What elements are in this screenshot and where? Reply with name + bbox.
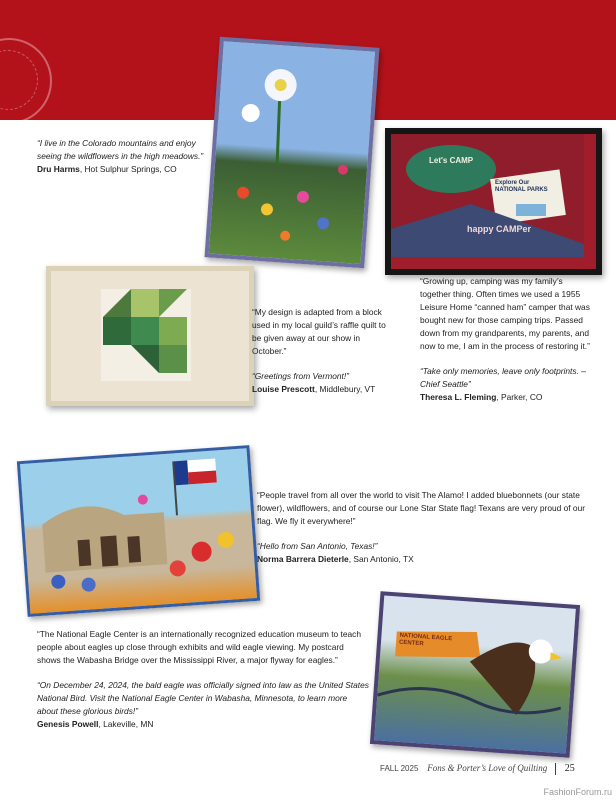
entry-name: Theresa L. Fleming (420, 392, 497, 402)
entry-louise-prescott (252, 306, 392, 396)
national-parks-text: Explore Our NATIONAL PARKS (495, 180, 548, 193)
quilt-image-alamo (17, 445, 260, 617)
entry-message: “Greetings from Vermont!” (252, 371, 349, 381)
entry-dru-harms (37, 137, 215, 176)
entry-quote: “My design is adapted from a block used in my local guild’s raffle quilt to be given away at our show in October.” (252, 307, 386, 356)
maple-leaf-block (51, 271, 239, 391)
eagle-center-text: NATIONAL EAGLE CENTER (398, 632, 453, 648)
entry-quote: “People travel from all over the world to visit The Alamo! I added bluebonnets (our state flower), wildflowers, and of course our Lone Star State flag! Texans are very proud of our flag. We fly it everywhere!” (257, 490, 586, 526)
footer-magazine: Fons & Porter’s Love of Quilting (427, 763, 548, 774)
quilt-image-wildflowers (204, 37, 379, 269)
happy-camper-text: happy CAMPer (467, 224, 532, 234)
entry-message: “Hello from San Antonio, Texas!” (257, 541, 378, 551)
quilt-image-maple-leaf (46, 266, 254, 406)
entry-location: , Middlebury, VT (314, 384, 376, 394)
watermark: FashionForum.ru (543, 787, 612, 797)
alamo-illustration (20, 449, 251, 608)
entry-name: Genesis Powell (37, 719, 99, 729)
entry-location: , Parker, CO (496, 392, 543, 402)
quilt-image-camping (385, 128, 602, 275)
entry-name: Louise Prescott (252, 384, 315, 394)
entry-theresa-fleming (420, 275, 595, 404)
entry-message: “Take only memories, leave only footprints. –Chief Seattle” (420, 366, 586, 389)
entry-name: Norma Barrera Dieterle (257, 554, 349, 564)
entry-location: , Hot Sulphur Springs, CO (79, 164, 177, 174)
entry-norma-dieterle (257, 489, 592, 566)
entry-quote: “I live in the Colorado mountains and enjoy seeing the wildflowers in the high meadows.” (37, 138, 204, 161)
entry-quote: “Growing up, camping was my family’s together thing. Often times we used a 1955 Leisure Home “canned ham” camper that was bought new for those camping trips. Passed down from my grandparents, my parents, and now to me, I am in the process of restoring it.” (420, 276, 590, 351)
entry-message: “On December 24, 2024, the bald eagle was officially signed into law as the United States National Bird. Visit the National Eagle Center in Wabasha, Minnesota, to learn more about these glorious birds!” (37, 680, 369, 716)
entry-genesis-powell (37, 628, 369, 731)
quilt-image-eagle (370, 591, 580, 758)
entry-location: , Lakeville, MN (98, 719, 154, 729)
entry-name: Dru Harms (37, 164, 80, 174)
entry-location: , San Antonio, TX (348, 554, 414, 564)
page-footer (380, 763, 575, 775)
camp-text: Let's CAMP (429, 156, 474, 165)
eagle-illustration (375, 595, 568, 745)
footer-divider (555, 763, 556, 775)
camping-illustration (391, 134, 584, 257)
wildflower-illustration (209, 41, 375, 264)
footer-season: FALL 2025 (380, 764, 419, 774)
page-number: 25 (564, 763, 575, 775)
entry-quote: “The National Eagle Center is an internationally recognized education museum to teach people about eagles up close through exhibits and wild eagle viewing. My postcard shows the Wabasha Bridge over the Mississippi River, a major flyway for eagles.” (37, 629, 362, 665)
